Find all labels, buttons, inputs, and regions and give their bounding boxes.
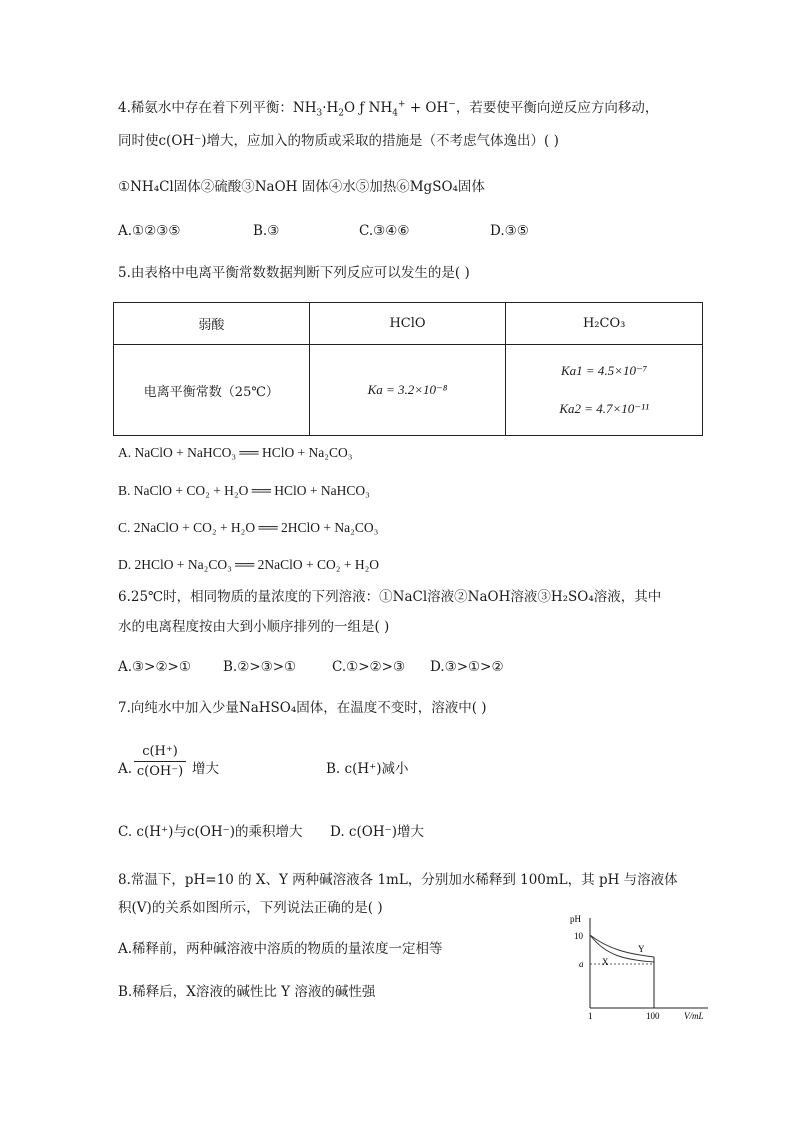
graph-y-label: pH [570,914,581,924]
graph-tick-10: 10 [574,931,583,941]
q4-choices-list: ①NH₄Cl固体②硫酸③NaOH 固体④水⑤加热⑥MgSO₄固体 [118,179,485,195]
graph-label-y: Y [638,944,645,954]
table-row-label: 电离平衡常数（25℃） [114,345,310,436]
q8-stem-line2: 积(V)的关系如图所示，下列说法正确的是( ) [118,900,383,916]
q6-stem-line1: 6.25℃时，相同物质的量浓度的下列溶液：①NaCl溶液②NaOH溶液③H₂SO₄溶液，其中 [118,589,662,605]
q4-option-d: D.③⑤ [490,223,529,239]
ph-volume-graph [568,912,718,1020]
q4-option-b: B.③ [253,223,280,239]
table-cell-h2co3-ka [506,345,703,436]
q7-option-a-prefix: A. [118,761,133,777]
q7-option-b: B. c(H⁺)减小 [326,761,409,777]
table-header-weak-acid: 弱酸 [114,303,310,345]
table-header-hclo: HClO [309,303,506,345]
ionization-constant-table [113,302,703,436]
graph-tick-a: a [579,959,584,969]
q6-stem-line2: 水的电离程度按由大到小顺序排列的一组是( ) [118,619,390,635]
q5-option-b: B. NaClO + CO₂ + H₂O ══ HClO + NaHCO₃ [118,483,370,498]
graph-tick-1: 1 [588,1011,593,1020]
q4-text-e: ，若要使平衡向逆反应方向移动， [455,100,659,116]
table-header-h2co3: H₂CO₃ [506,303,703,345]
q7-option-c: C. c(H⁺)与c(OH⁻)的乘积增大 [118,824,303,840]
q6-option-a: A.③>②>① [118,659,191,675]
q6-option-c: C.①>②>③ [332,659,406,675]
fraction-denominator: c(OH⁻) [136,764,184,779]
q7-option-a-fraction [134,744,186,779]
q6-option-d: D.③>①>② [430,659,504,675]
q7-option-a-suffix: 增大 [192,761,219,777]
q8-option-b: B.稀释后，X溶液的碱性比 Y 溶液的碱性强 [118,984,376,1000]
q7-stem: 7.向纯水中加入少量NaHSO₄固体，在温度不变时，溶液中( ) [118,700,487,716]
q8-option-a: A.稀释前，两种碱溶液中溶质的物质的量浓度一定相等 [118,941,443,957]
q5-stem: 5.由表格中电离平衡常数数据判断下列反应可以发生的是( ) [118,265,470,281]
q6-option-b: B.②>③>① [223,659,297,675]
table-cell-h2co3-ka1: Ka1 = 4.5×10⁻⁷ [560,363,648,378]
q4-stem-line1: 4.稀氨水中存在着下列平衡：$NH_3\cdot H_2O$ ƒ $NH_4^+ + OH^-$，若要使平衡向逆反应方向移动， [118,99,659,119]
table-cell-h2co3-ka2: Ka2 = 4.7×10⁻¹¹ [559,401,649,416]
q4-text-b: ·H [322,100,339,116]
q4-option-c: C.③④⑥ [359,223,410,239]
table-cell-hclo-ka: Ka = 3.2×10⁻⁸ [309,345,506,436]
graph-x-label: V/mL [684,1011,704,1020]
q4-option-a: A.①②③⑤ [118,223,181,239]
q4-text-a: 4.稀氨水中存在着下列平衡：NH [118,100,317,116]
graph-label-x: X [602,957,609,967]
q5-option-a: A. NaClO + NaHCO₃ ══ HClO + Na₂CO₃ [118,445,353,460]
q4-text-d: + OH [405,100,449,116]
graph-tick-100: 100 [646,1011,660,1020]
q5-option-d: D. 2HClO + Na₂CO₃ ══ 2NaClO + CO₂ + H₂O [118,557,380,572]
q4-text-c: O ƒ NH [344,100,393,116]
q8-stem-line1: 8.常温下，pH=10 的 X、Y 两种碱溶液各 1mL，分别加水稀释到 100mL，其 pH 与溶液体 [118,872,678,888]
fraction-numerator: c(H⁺) [134,744,186,762]
q4-stem-line2: 同时使c(OH⁻)增大，应加入的物质或采取的措施是（不考虑气体逸出）( ) [118,133,559,149]
q7-option-d: D. c(OH⁻)增大 [330,824,424,840]
q5-option-c: C. 2NaClO + CO₂ + H₂O ══ 2HClO + Na₂CO₃ [118,520,379,535]
